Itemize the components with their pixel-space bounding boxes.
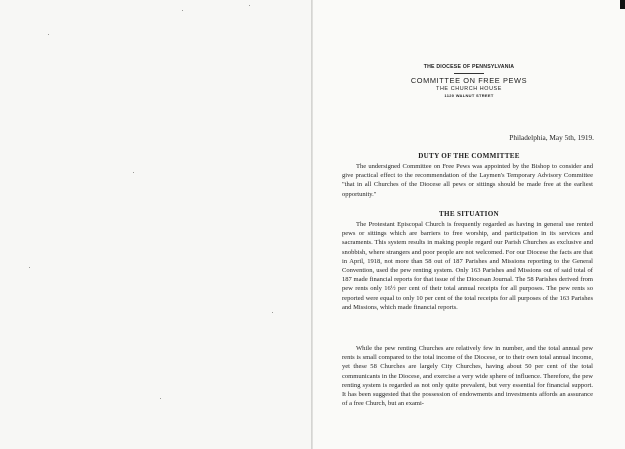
paper-speck <box>182 10 183 11</box>
letterhead-street: 1120 WALNUT STREET <box>444 92 494 98</box>
paragraph: The Protestant Episcopal Church is frequently regarded as having in general use rented pews or sittings which are barriers to free worship, and participation in its services and sacraments. This system results in making people regard our Parish Churches as exclusive and snobbish, where strangers and poor people are not welcomed. For our Diocese the facts are that in April, 1918, not more than 58 out of 187 Parishes and Missions reporting to the General Convention, used the pew renting system. Only 163 Parishes and Missions out of said total of 187 made financial reports for that issue of the Diocesan Journal. The 58 Parishes derived from pew rents only 16½ per cent of their total annual receipts for all purposes. The pew rents so reported were equal to only 10 per cent of the total receipts for all purposes of the 163 Parishes and Missions, which made financial reports. <box>342 221 593 311</box>
letterhead-committee: COMMITTEE ON FREE PEWS <box>410 75 528 85</box>
letterhead <box>313 64 625 98</box>
letterhead-house: THE CHURCH HOUSE <box>436 85 502 92</box>
left-page-blank <box>0 0 311 449</box>
paper-speck <box>29 267 30 268</box>
paper-speck <box>133 172 134 173</box>
paper-speck <box>48 34 49 35</box>
letterhead-diocese: THE DIOCESE OF PENNSYLVANIA <box>423 64 515 70</box>
paragraph: The undersigned Committee on Free Pews was appointed by the Bishop to consider and give practical effect to the recommendation of the Laymen's Temporary Advisory Committee "that in all Churches of the Diocese all pews or sittings should be made free at the earliest opportunity." <box>342 163 593 198</box>
paragraph: While the pew renting Churches are relatively few in number, and the total annual pew rents is small compared to the total income of the Diocese, or to their own total annual income, yet these 58 Churches are largely City Churches, having about 50 per cent of the total communicants in the Diocese, and exercise a very wide sphere of influence. Therefore, the pew renting system is regarded as not only quite prevalent, but very essential for financial support. It has been suggested that the possession of endowments and investments affords an assurance of a free Church, but an exami- <box>342 345 593 408</box>
section-heading-duty: DUTY OF THE COMMITTEE <box>418 152 520 160</box>
letterhead-rule <box>454 73 484 74</box>
section-body-duty <box>342 162 593 199</box>
paper-speck <box>160 398 161 399</box>
paper-speck <box>272 312 273 313</box>
right-page <box>313 0 625 449</box>
dateline: Philadelphia, May 5th, 1919. <box>509 133 594 142</box>
section-body-situation <box>342 220 593 312</box>
paper-speck <box>249 5 250 6</box>
scan-edge-mark <box>620 0 625 9</box>
section-heading-situation: THE SITUATION <box>439 210 499 218</box>
section-body-situation-cont <box>342 344 593 408</box>
